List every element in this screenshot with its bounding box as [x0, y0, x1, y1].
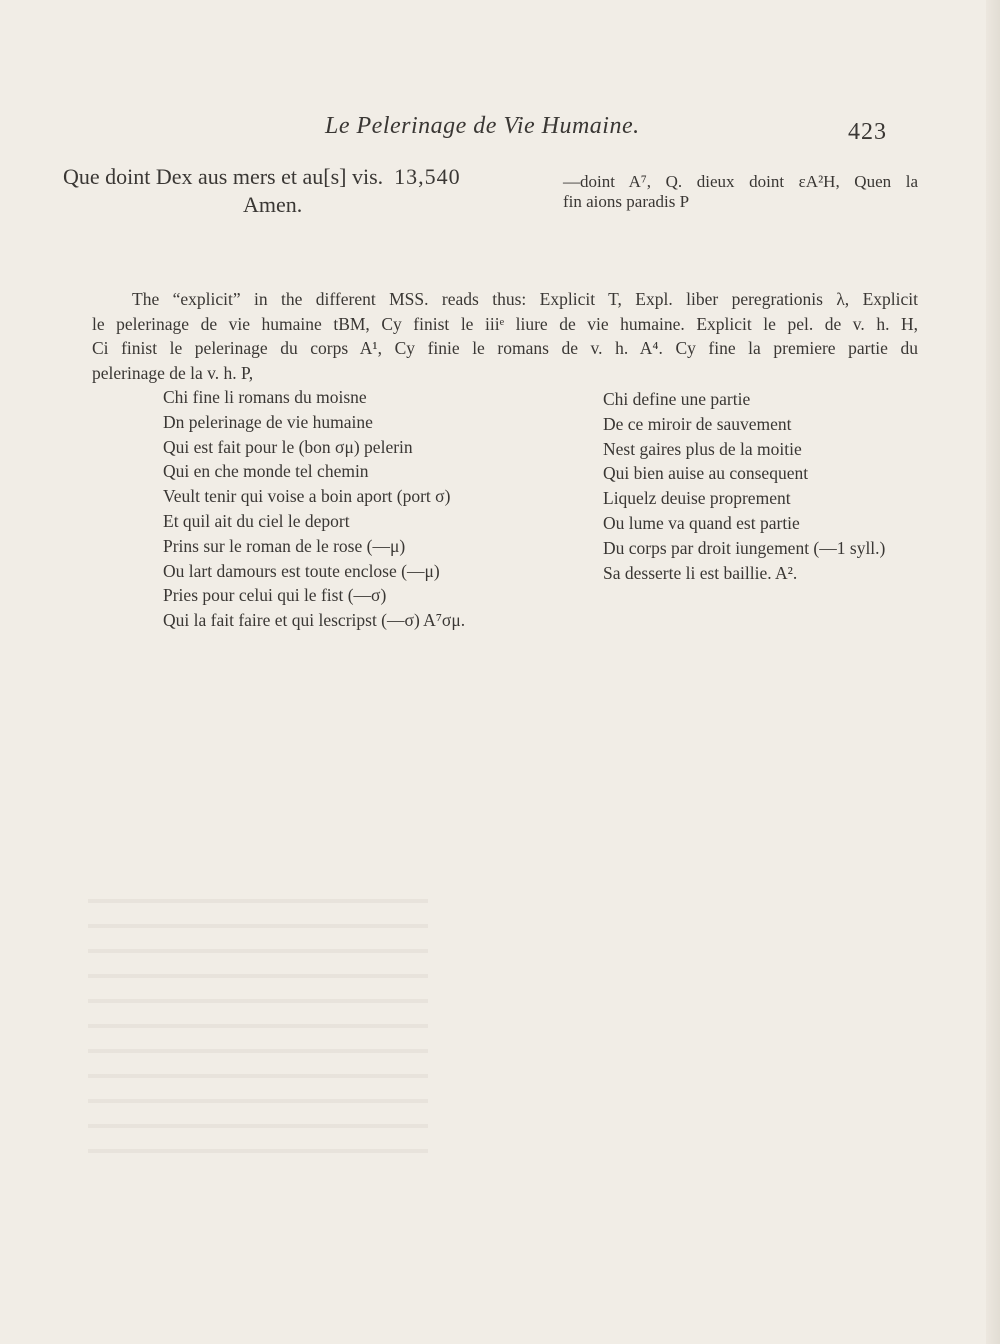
verse-line-ref: [63, 163, 533, 219]
verse-line: Chi define une partie: [603, 389, 751, 409]
verse-line: Ou lart damours est toute enclose (—μ): [163, 560, 440, 581]
explicit-paragraph: [92, 287, 918, 385]
verse-line-continuation: Amen.: [243, 192, 303, 217]
verse-line: Qui en che monde tel chemin: [163, 461, 369, 482]
verse-line: Et quil ait du ciel le deport: [163, 510, 350, 531]
paragraph-line: The “explicit” in the different MSS. reads thus: Explicit T, Expl. liber peregrationis λ, Explicit: [132, 289, 918, 309]
verse-line: De ce miroir de sauvement: [603, 413, 792, 434]
variant-note-line: fin aions paradis P: [563, 192, 690, 211]
verse-column-right: [603, 387, 933, 585]
paragraph-line: le pelerinage de vie humaine tBM, Cy finist le iiiᵉ liure de vie humaine. Explicit le pel. de v. h. H,: [92, 313, 918, 334]
verse-line: Qui la fait faire et qui lescripst (—σ) A⁷σμ.: [163, 610, 466, 631]
variant-note: [563, 172, 918, 212]
verse-line-text: [63, 163, 533, 191]
verse-line: Prins sur le roman de le rose (—μ): [163, 535, 406, 556]
verse-line: Sa desserte li est baillie. A².: [603, 562, 798, 583]
verse-line: Du corps par droit iungement (—1 syll.): [603, 537, 886, 558]
verse-line: Nest gaires plus de la moitie: [603, 438, 802, 459]
verse-line: Qui bien auise au consequent: [603, 463, 809, 484]
paragraph-line: Ci finist le pelerinage du corps A¹, Cy finie le romans de v. h. A⁴. Cy fine la premiere partie du: [92, 338, 918, 358]
verse-line: Veult tenir qui voise a boin aport (port σ): [163, 486, 451, 507]
page-number: 423: [848, 119, 887, 145]
verse-line: Chi fine li romans du moisne: [163, 387, 367, 407]
bleed-through-block: [88, 885, 428, 1165]
line-number: 13,540: [394, 164, 461, 189]
verse-line: Pries pour celui qui le fist (—σ): [163, 585, 387, 606]
variant-note-line: —doint A⁷, Q. dieux doint εA²H, Quen la: [563, 172, 918, 191]
verse-column-left: [163, 385, 543, 633]
verse-line: Ou lume va quand est partie: [603, 512, 800, 533]
running-title: Le Pelerinage de Vie Humaine.: [325, 113, 640, 139]
verse-line: Liquelz deuise proprement: [603, 488, 791, 509]
page-edge: [986, 0, 1000, 1344]
verse-line: Qui est fait pour le (bon σμ) pelerin: [163, 436, 413, 457]
verse-line: Dn pelerinage de vie humaine: [163, 411, 373, 432]
paragraph-line: pelerinage de la v. h. P,: [92, 362, 254, 383]
verse-line-words: Que doint Dex aus mers et au[s] vis.: [63, 164, 384, 189]
